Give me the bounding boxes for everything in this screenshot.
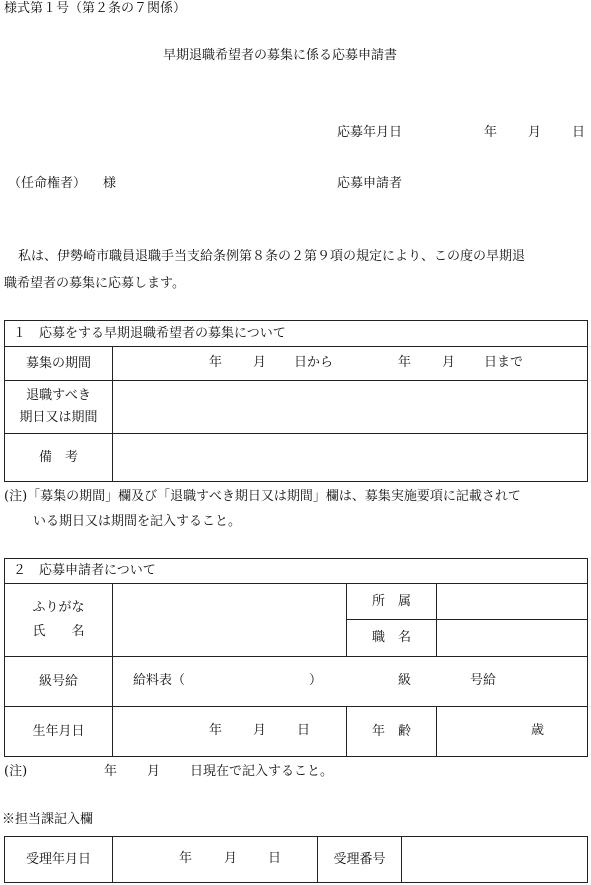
receipt-number-label: 受理番号 [318, 837, 402, 883]
received-date-field[interactable] [113, 837, 318, 883]
period-to-month: 月 [442, 355, 456, 370]
form-number: 様式第１号（第２条の７関係） [4, 1, 187, 16]
grade-label: 級号給 [5, 657, 113, 707]
period-from-year: 年 [209, 355, 223, 370]
age-unit: 歳 [531, 723, 545, 738]
section2-table [4, 558, 588, 757]
period-from-month: 月 [253, 355, 267, 370]
period-to-suffix: 日まで [484, 355, 524, 370]
section2-note-prefix: (注) [4, 764, 28, 779]
receipt-number-field[interactable] [402, 837, 588, 883]
section1-note-line1: (注)「募集の期間」欄及び「退職すべき期日又は期間」欄は、募集実施要項に記載されて [4, 489, 521, 504]
section2-note-year: 年 [104, 764, 118, 779]
office-table [4, 836, 588, 883]
received-day: 日 [268, 851, 282, 866]
applicant-label: 応募申請者 [337, 176, 403, 191]
received-month: 月 [224, 851, 238, 866]
remarks-field[interactable] [113, 434, 588, 482]
affiliation-field[interactable] [437, 584, 588, 620]
age-field[interactable] [437, 707, 588, 757]
document-title: 早期退職希望者の募集に係る応募申請書 [163, 48, 398, 63]
name-field[interactable] [113, 584, 347, 657]
retire-date-label-line1: 退職すべき [26, 388, 91, 403]
age-label: 年 齢 [347, 707, 437, 757]
received-date-label: 受理年月日 [5, 837, 113, 883]
name-label-cell [5, 584, 113, 657]
body-text-line2: 職希望者の募集に応募します。 [4, 276, 185, 291]
appointing-authority-label: （任命権者） [8, 176, 87, 191]
period-to-year: 年 [398, 355, 412, 370]
application-date-month: 月 [528, 125, 542, 140]
furigana-label: ふりがな [32, 600, 85, 615]
section1-note-line2: いる期日又は期間を記入すること。 [33, 514, 242, 529]
section1-heading: １ 応募をする早期退職希望者の募集について [5, 321, 588, 347]
salary-table-close: ） [309, 673, 323, 688]
dob-month: 月 [253, 723, 267, 738]
period-field[interactable] [113, 347, 588, 381]
application-date-year: 年 [484, 125, 498, 140]
section2-heading: ２ 応募申請者について [5, 559, 588, 584]
dob-label: 生年月日 [5, 707, 113, 757]
application-date-day: 日 [572, 125, 586, 140]
grade-unit: 級 [398, 673, 412, 688]
retire-date-label [5, 381, 113, 434]
salary-table-open: 給料表（ [133, 673, 186, 688]
period-label: 募集の期間 [5, 347, 113, 381]
application-date-label: 応募年月日 [337, 125, 403, 140]
dob-year: 年 [209, 723, 223, 738]
dob-day: 日 [297, 723, 311, 738]
dob-field[interactable] [113, 707, 347, 757]
retire-date-label-line2: 期日又は期間 [19, 410, 98, 425]
section2-note-suffix: 日現在で記入すること。 [190, 764, 334, 779]
appointing-authority-honorific: 様 [103, 176, 117, 191]
remarks-label: 備 考 [5, 434, 113, 482]
period-from-suffix: 日から [294, 355, 334, 370]
name-label: 氏 名 [32, 624, 85, 639]
received-year: 年 [179, 851, 193, 866]
step-unit: 号給 [470, 673, 497, 688]
position-label: 職 名 [347, 620, 437, 657]
office-section-heading: ※担当課記入欄 [2, 812, 94, 827]
section1-table [4, 320, 588, 482]
body-text-line1: 私は、伊勢崎市職員退職手当支給条例第８条の２第９項の規定により、この度の早期退 [18, 249, 526, 264]
section2-note-month: 月 [147, 764, 161, 779]
position-field[interactable] [437, 620, 588, 657]
affiliation-label: 所 属 [347, 584, 437, 620]
retire-date-field[interactable] [113, 381, 588, 434]
grade-field[interactable] [113, 657, 588, 707]
